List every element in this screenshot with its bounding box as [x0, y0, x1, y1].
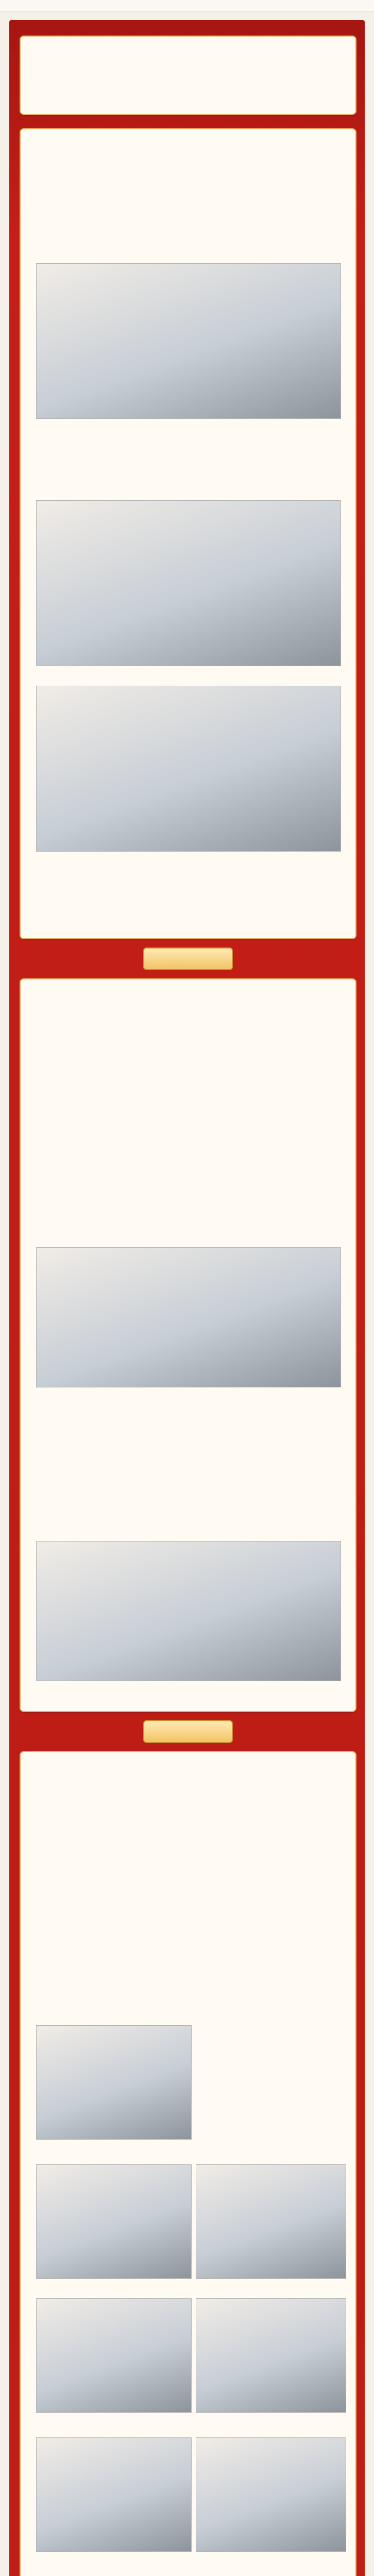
photo-3 [36, 686, 341, 852]
photo-4 [36, 1247, 341, 1387]
banner-tab-section-3 [143, 1720, 233, 1743]
photo-5 [36, 1541, 341, 1681]
section-1-card [20, 128, 356, 939]
section-2-card [20, 978, 356, 1712]
photo-1 [36, 263, 341, 419]
top-bar [0, 0, 374, 12]
photo-12 [196, 2437, 346, 2552]
banner-tab-section-2 [143, 947, 233, 970]
photo-8 [196, 2164, 346, 2279]
header-card [20, 36, 356, 115]
photo-7 [36, 2164, 192, 2279]
section-3-card [20, 1751, 356, 2576]
photo-9 [36, 2298, 192, 2413]
article-poster [9, 20, 365, 2576]
photo-6 [36, 2025, 192, 2140]
photo-2 [36, 500, 341, 666]
photo-10 [196, 2298, 346, 2413]
photo-11 [36, 2437, 192, 2552]
